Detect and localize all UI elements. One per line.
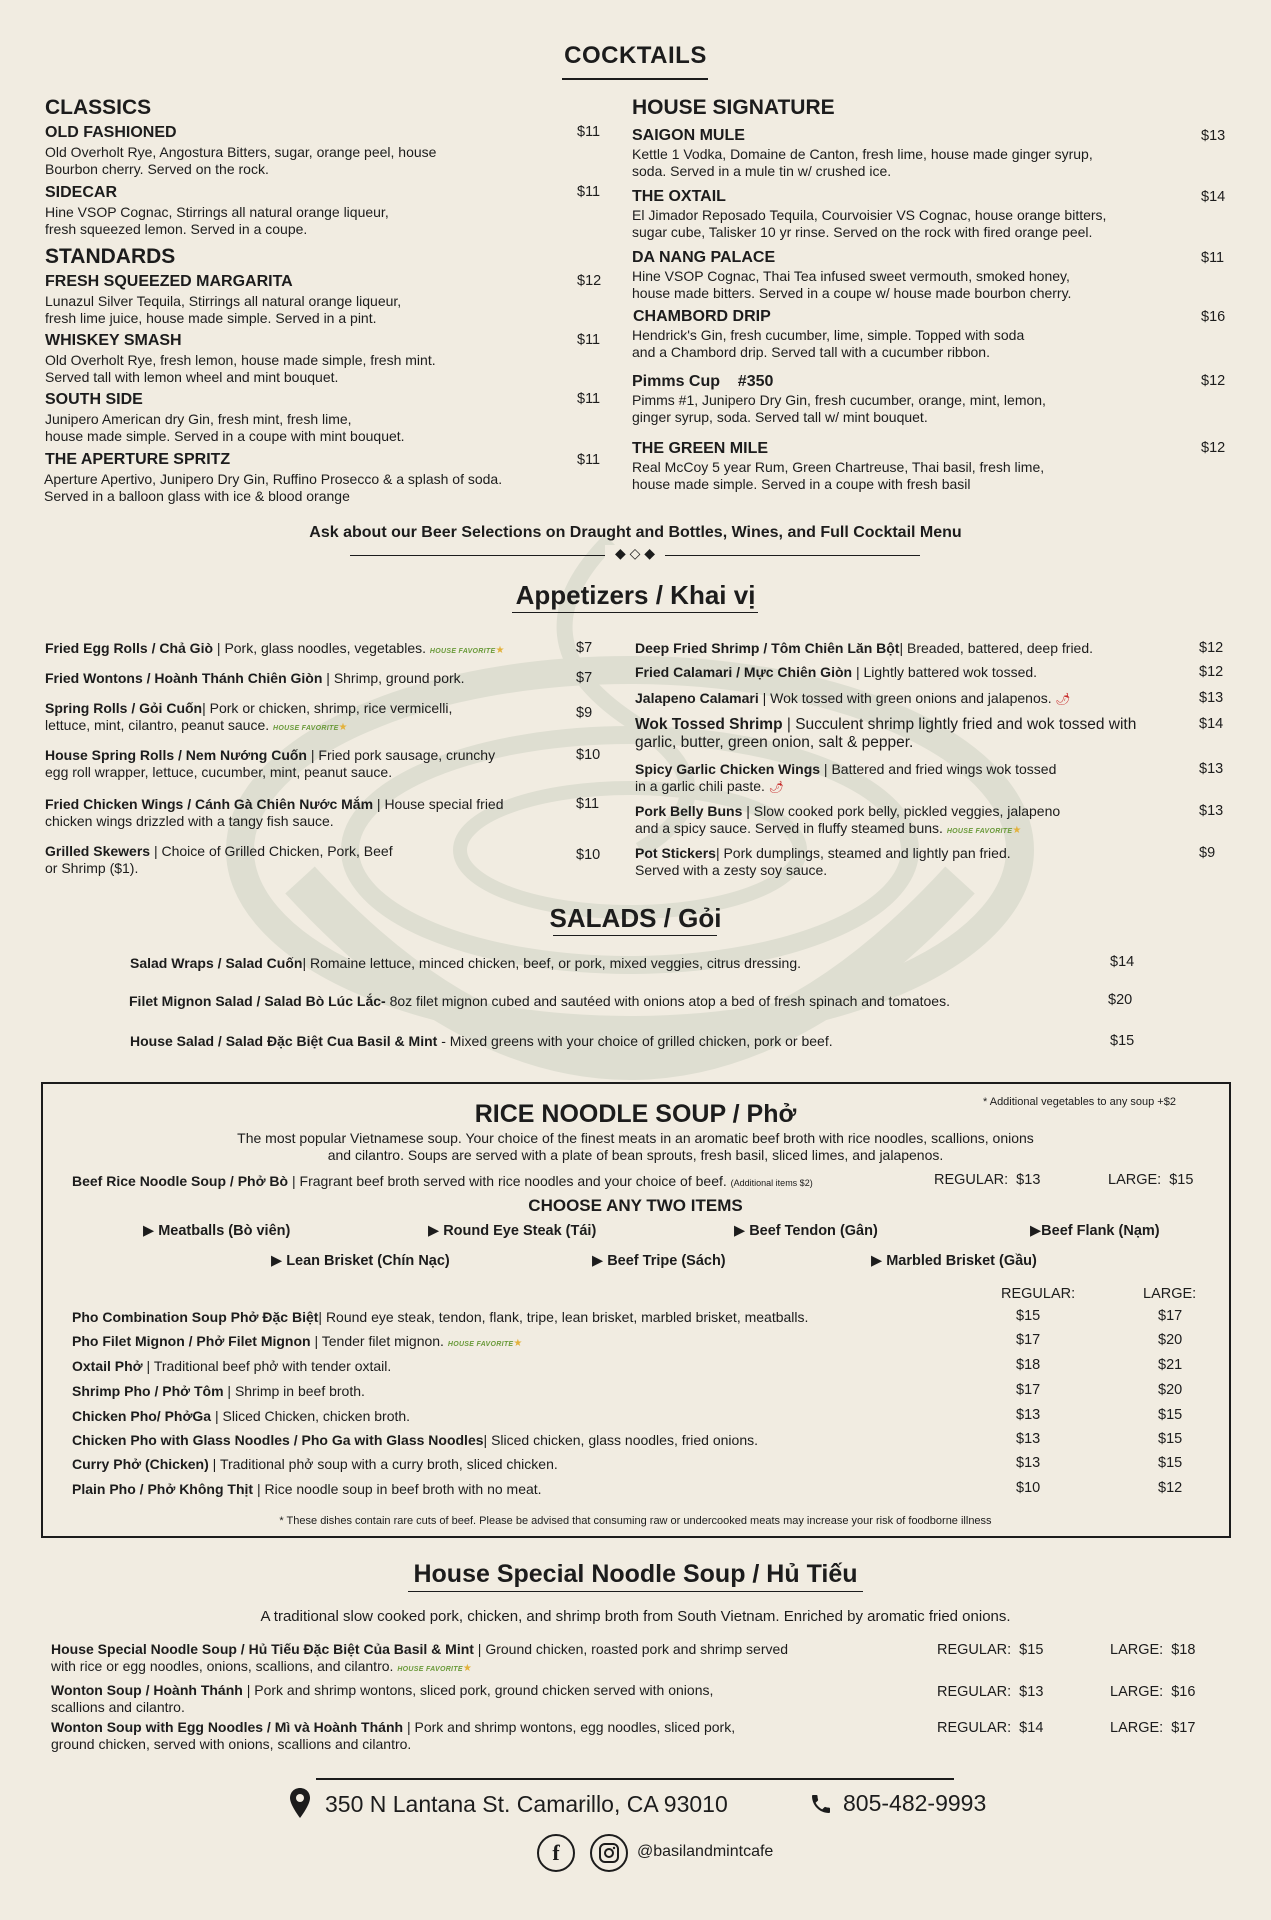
- cocktail-desc: Pimms #1, Junipero Dry Gin, fresh cucumber, orange, mint, lemon,: [632, 392, 1046, 408]
- hu-tieu-intro: A traditional slow cooked pork, chicken, and shrimp broth from South Vietnam. Enriched by aromatic fried onions.: [260, 1608, 1011, 1625]
- pho-regular-price: $18: [1016, 1357, 1041, 1373]
- beef-option: ▶ Beef Tendon (Gân): [734, 1223, 878, 1239]
- appetizer-desc: garlic, butter, green onion, salt & pepper.: [635, 734, 914, 751]
- beef-option: ▶Beef Flank (Nạm): [1030, 1223, 1160, 1239]
- appetizer-price: $12: [1199, 640, 1224, 656]
- appetizer-name: Deep Fried Shrimp / Tôm Chiên Lăn Bột: [635, 640, 900, 656]
- pho-regular-price: $13: [1016, 1431, 1041, 1447]
- appetizer-desc: Battered and fried wings wok tossed: [831, 761, 1057, 777]
- beef-option-label: Beef Tripe (Sách): [607, 1253, 726, 1269]
- pho-regular-price: $15: [1016, 1308, 1041, 1324]
- appetizer-desc: egg roll wrapper, lettuce, cucumber, mint, peanut sauce.: [45, 764, 393, 780]
- pho-regular-price: $13: [1016, 1407, 1041, 1423]
- cocktail-desc: ginger syrup, soda. Served tall w/ mint bouquet.: [632, 409, 928, 425]
- pho-desc: Sliced chicken, glass noodles, fried onions.: [491, 1432, 758, 1448]
- appetizer-price: $10: [576, 747, 601, 763]
- appetizers-title: Appetizers / Khai vị: [515, 580, 756, 610]
- house-favorite-badge: HOUSE FAVORITE: [273, 725, 339, 732]
- hu-tieu-desc: scallions and cilantro.: [51, 1699, 185, 1715]
- pho-desc: Rice noodle soup in beef broth with no meat.: [264, 1481, 542, 1497]
- pho-regular-price: $10: [1016, 1480, 1041, 1496]
- appetizer-desc: Lightly battered wok tossed.: [863, 664, 1038, 680]
- salad-item: [130, 1033, 833, 1050]
- cocktail-desc: and a Chambord drip. Served tall with a cucumber ribbon.: [632, 344, 990, 360]
- hu-tieu-regular: REGULAR: $14: [937, 1720, 1044, 1736]
- salad-price: $15: [1110, 1033, 1135, 1049]
- pho-name: Shrimp Pho / Phở Tôm: [72, 1383, 224, 1399]
- beef-option-label: Beef Tendon (Gân): [749, 1223, 878, 1239]
- appetizer-desc: lettuce, mint, cilantro, peanut sauce.: [45, 717, 270, 733]
- pho-large-price: $15: [1158, 1407, 1183, 1423]
- footer-divider: [316, 1778, 954, 1780]
- hu-tieu-item: House Special Noodle Soup / Hủ Tiếu Đặc Biệt Của Basil & Mint | Ground chicken, roasted pork and shrimp served with rice or egg noodles, onions, scallions, and cilantro. HOUSE FAVORITE★: [51, 1641, 789, 1674]
- pho-item: Shrimp Pho / Phở Tôm | Shrimp in beef broth.: [72, 1383, 365, 1399]
- appetizer-item: Deep Fried Shrimp / Tôm Chiên Lăn Bột| Breaded, battered, deep fried.: [635, 640, 1094, 656]
- hu-tieu-desc: Pork and shrimp wontons, sliced pork, ground chicken served with onions,: [254, 1682, 714, 1698]
- beef-option-label: Marbled Brisket (Gầu): [886, 1253, 1037, 1269]
- house-favorite-badge: HOUSE FAVORITE: [447, 1341, 514, 1348]
- appetizer-price: $10: [576, 847, 601, 863]
- cocktail-price: $16: [1201, 309, 1226, 325]
- cocktail-name: THE APERTURE SPRITZ: [45, 451, 231, 468]
- pho-title: RICE NOODLE SOUP / Phở: [474, 1100, 797, 1128]
- appetizer-desc: Breaded, battered, deep fried.: [907, 640, 1094, 656]
- hu-tieu-large: LARGE: $18: [1110, 1642, 1196, 1658]
- cocktail-desc: Old Overholt Rye, Angostura Bitters, sugar, orange peel, house: [45, 144, 437, 160]
- appetizer-desc: in a garlic chili paste.: [635, 778, 765, 794]
- star-icon: ★: [513, 1338, 523, 1349]
- pho-desc: Traditional phở soup with a curry broth, sliced chicken.: [219, 1456, 558, 1472]
- hu-tieu-title: House Special Noodle Soup / Hủ Tiếu: [413, 1560, 858, 1588]
- pho-name: Chicken Pho with Glass Noodles / Pho Ga with Glass Noodles: [72, 1432, 484, 1448]
- diamond-ornament-icon: ◆ ◇ ◆: [605, 545, 665, 562]
- appetizer-desc: Wok tossed with green onions and jalapenos.: [770, 690, 1052, 706]
- appetizer-desc: Succulent shrimp lightly fried and wok tossed with: [795, 716, 1137, 733]
- star-icon: ★: [495, 645, 505, 656]
- pho-large-price: $15: [1158, 1431, 1183, 1447]
- pho-large-price: $21: [1158, 1357, 1183, 1373]
- beef-option-label: Round Eye Steak (Tái): [443, 1223, 597, 1239]
- appetizer-desc: Fried pork sausage, crunchy: [318, 747, 496, 763]
- beef-pho-item: Beef Rice Noodle Soup / Phở Bò | Fragrant beef broth served with rice noodles and your choice of beef. (Additional items $2): [72, 1173, 813, 1189]
- hu-tieu-name: Wonton Soup with Egg Noodles / Mì và Hoành Thánh: [51, 1719, 404, 1735]
- salad-name: Salad Wraps / Salad Cuốn: [130, 955, 303, 971]
- cocktail-price: $11: [577, 391, 601, 407]
- appetizer-name: Fried Wontons / Hoành Thánh Chiên Giòn: [45, 670, 323, 686]
- pho-intro-line: and cilantro. Soups are served with a plate of bean sprouts, fresh basil, sliced limes, and jalapenos.: [327, 1147, 944, 1163]
- star-icon: ★: [1012, 825, 1022, 836]
- appetizer-item: Wok Tossed Shrimp | Succulent shrimp lightly fried and wok tossed with garlic, butter, green onion, salt & pepper.: [635, 716, 1137, 751]
- instagram-glyph-icon: [598, 1842, 620, 1864]
- location-pin-icon: [290, 1788, 310, 1818]
- appetizer-price: $13: [1199, 803, 1224, 819]
- appetizer-price: $13: [1199, 761, 1224, 777]
- appetizer-item: House Spring Rolls / Nem Nướng Cuốn | Fried pork sausage, crunchy egg roll wrapper, lettuce, cucumber, mint, peanut sauce.: [45, 747, 496, 780]
- cocktail-name: DA NANG PALACE: [632, 249, 776, 266]
- pho-intro-line: The most popular Vietnamese soup. Your choice of the finest meats in an aromatic beef broth with rice noodles, scallions, onions: [237, 1130, 1034, 1146]
- appetizer-name: Jalapeno Calamari: [635, 690, 759, 706]
- standards-heading: STANDARDS: [45, 245, 176, 268]
- pho-regular-price: $13: [1016, 1455, 1041, 1471]
- appetizer-name: House Spring Rolls / Nem Nướng Cuốn: [45, 747, 307, 763]
- phone-number[interactable]: 805-482-9993: [843, 1790, 987, 1816]
- beef-pho-name: Beef Rice Noodle Soup / Phở Bò: [72, 1173, 289, 1189]
- cocktail-name: OLD FASHIONED: [45, 124, 177, 141]
- cocktail-price: $11: [577, 184, 601, 200]
- hu-tieu-name: Wonton Soup / Hoành Thánh: [51, 1682, 243, 1698]
- hu-tieu-desc: with rice or egg noodles, onions, scallions, and cilantro.: [51, 1658, 394, 1674]
- cocktail-price: $12: [1201, 373, 1226, 389]
- pho-large-price: $20: [1158, 1382, 1183, 1398]
- pho-desc: Shrimp in beef broth.: [234, 1383, 365, 1399]
- appetizer-name: Grilled Skewers: [45, 843, 151, 859]
- beef-option-label: Lean Brisket (Chín Nạc): [286, 1253, 450, 1269]
- pho-name: Curry Phở (Chicken): [72, 1456, 209, 1472]
- cocktail-desc: Bourbon cherry. Served on the rock.: [45, 161, 269, 177]
- cocktail-desc: Lunazul Silver Tequila, Stirrings all natural orange liqueur,: [45, 293, 402, 309]
- phone-icon: [808, 1792, 834, 1816]
- beef-option: ▶ Round Eye Steak (Tái): [428, 1223, 597, 1239]
- pho-name: Plain Pho / Phở Không Thịt: [72, 1481, 254, 1497]
- cocktail-desc: sugar cube, Talisker 10 yr rinse. Served on the rock with fired orange peel.: [632, 224, 1093, 240]
- cocktail-name: Pimms Cup #350: [632, 373, 774, 390]
- appetizer-desc: Choice of Grilled Chicken, Pork, Beef: [161, 843, 393, 859]
- cocktail-price: $13: [1201, 128, 1226, 144]
- pho-name: Oxtail Phở: [72, 1358, 143, 1374]
- salad-price: $14: [1110, 954, 1135, 970]
- appetizer-item: Jalapeno Calamari | Wok tossed with green onions and jalapenos. 🌶: [635, 690, 1071, 706]
- cocktail-desc: Served in a balloon glass with ice & blood orange: [44, 488, 350, 504]
- salad-item: Salad Wraps / Salad Cuốn| Romaine lettuce, minced chicken, beef, or pork, mixed veggies, citrus dressing.: [130, 955, 801, 971]
- house-favorite-badge: HOUSE FAVORITE: [946, 828, 1013, 835]
- appetizer-item: Grilled Skewers | Choice of Grilled Chicken, Pork, Beef or Shrimp ($1).: [45, 843, 393, 876]
- cocktail-desc: Hendrick's Gin, fresh cucumber, lime, simple. Topped with soda: [632, 327, 1025, 343]
- appetizer-price: $13: [1199, 690, 1224, 706]
- star-icon: ★: [462, 1663, 472, 1674]
- hu-tieu-large: LARGE: $17: [1110, 1720, 1196, 1736]
- salad-name: Filet Mignon Salad / Salad Bò Lúc Lắc-: [129, 993, 386, 1009]
- appetizer-desc: Served with a zesty soy sauce.: [635, 862, 828, 878]
- hu-tieu-desc: ground chicken, served with onions, scallions and cilantro.: [51, 1736, 412, 1752]
- pho-item: Oxtail Phở | Traditional beef phở with tender oxtail.: [72, 1358, 392, 1374]
- house-favorite-badge: HOUSE FAVORITE: [397, 1666, 463, 1673]
- pho-item: Pho Combination Soup Phở Đặc Biệt| Round eye steak, tendon, flank, tripe, lean brisket, marbled brisket, meatballs.: [72, 1309, 809, 1325]
- star-icon: ★: [338, 722, 348, 733]
- salad-price: $20: [1108, 992, 1133, 1008]
- pho-large-price: $20: [1158, 1332, 1183, 1348]
- appetizer-price: $9: [1199, 845, 1216, 861]
- appetizer-item: Fried Calamari / Mực Chiên Giòn | Lightly battered wok tossed.: [635, 664, 1038, 680]
- cocktail-desc: Hine VSOP Cognac, Thai Tea infused sweet vermouth, smoked honey,: [632, 268, 1070, 284]
- cocktail-desc: Kettle 1 Vodka, Domaine de Canton, fresh lime, house made ginger syrup,: [632, 146, 1093, 162]
- raw-beef-footnote: * These dishes contain rare cuts of beef. Please be advised that consuming raw or undercooked meats may increase your risk of foodborne illness: [279, 1515, 992, 1527]
- appetizer-name: Fried Chicken Wings / Cánh Gà Chiên Nước Mắm: [45, 796, 374, 812]
- cocktail-desc: Aperture Apertivo, Junipero Dry Gin, Ruffino Prosecco & a splash of soda.: [44, 471, 503, 487]
- house-favorite-badge: HOUSE FAVORITE: [429, 648, 496, 655]
- salad-desc: - Mixed greens with your choice of grilled chicken, pork or beef.: [441, 1033, 833, 1049]
- appetizer-item: Fried Wontons / Hoành Thánh Chiên Giòn | Shrimp, ground pork.: [45, 670, 465, 686]
- appetizer-desc: Pork, glass noodles, vegetables.: [224, 640, 427, 656]
- appetizer-desc: Slow cooked pork belly, pickled veggies, jalapeno: [753, 803, 1061, 819]
- pho-additional-note: * Additional vegetables to any soup +$2: [983, 1096, 1176, 1108]
- regular-column-label: REGULAR:: [1001, 1286, 1076, 1302]
- pho-item: Chicken Pho/ PhởGa | Sliced Chicken, chicken broth.: [72, 1408, 411, 1424]
- appetizer-desc: House special fried: [384, 796, 504, 812]
- pho-name: Chicken Pho/ PhởGa: [72, 1408, 212, 1424]
- social-handle[interactable]: @basilandmintcafe: [637, 1843, 774, 1860]
- cocktail-price: $11: [577, 332, 601, 348]
- cocktail-price: $14: [1201, 189, 1226, 205]
- pho-name: Pho Filet Mignon / Phở Filet Mignon: [72, 1333, 311, 1349]
- appetizer-item: Fried Chicken Wings / Cánh Gà Chiên Nước Mắm | House special fried chicken wings drizzled with a tangy fish sauce.: [45, 796, 504, 829]
- appetizer-item: Fried Egg Rolls / Chả Giò | Pork, glass noodles, vegetables. HOUSE FAVORITE★: [45, 640, 505, 656]
- choose-two-heading: CHOOSE ANY TWO ITEMS: [528, 1196, 743, 1215]
- hu-tieu-desc: Ground chicken, roasted pork and shrimp served: [485, 1641, 789, 1657]
- pho-large-price: $17: [1158, 1308, 1183, 1324]
- appetizer-price: $7: [576, 670, 593, 686]
- appetizer-item: Spicy Garlic Chicken Wings | Battered and fried wings wok tossed in a garlic chili paste. 🌶: [635, 761, 1057, 794]
- hu-tieu-desc: Pork and shrimp wontons, egg noodles, sliced pork,: [414, 1719, 736, 1735]
- cocktail-price: $12: [1201, 440, 1226, 456]
- hu-tieu-item: Wonton Soup / Hoành Thánh | Pork and shrimp wontons, sliced pork, ground chicken served with onions, scallions and cilantro.: [51, 1682, 714, 1715]
- large-column-label: LARGE:: [1143, 1286, 1197, 1302]
- beef-pho-large: LARGE: $15: [1108, 1172, 1194, 1188]
- pho-name: Pho Combination Soup Phở Đặc Biệt: [72, 1309, 319, 1325]
- hu-tieu-item: Wonton Soup with Egg Noodles / Mì và Hoành Thánh | Pork and shrimp wontons, egg noodles, sliced pork, ground chicken, served with onions, scallions and cilantro.: [51, 1719, 736, 1752]
- hu-tieu-regular: REGULAR: $15: [937, 1642, 1044, 1658]
- pho-large-price: $12: [1158, 1480, 1183, 1496]
- cocktail-desc: Hine VSOP Cognac, Stirrings all natural orange liqueur,: [45, 204, 389, 220]
- cocktail-desc: house made simple. Served in a coupe with fresh basil: [632, 476, 971, 492]
- cocktail-price: $11: [577, 452, 601, 468]
- pho-item: Curry Phở (Chicken) | Traditional phở soup with a curry broth, sliced chicken.: [72, 1456, 558, 1472]
- appetizer-desc: chicken wings drizzled with a tangy fish sauce.: [45, 813, 334, 829]
- hu-tieu-name: House Special Noodle Soup / Hủ Tiếu Đặc Biệt Của Basil & Mint: [51, 1641, 474, 1657]
- cocktail-desc: Junipero American dry Gin, fresh mint, fresh lime,: [45, 411, 352, 427]
- pho-desc: Tender filet mignon.: [321, 1333, 444, 1349]
- appetizer-desc: Pork or chicken, shrimp, rice vermicelli,: [209, 700, 453, 716]
- cocktail-name: FRESH SQUEEZED MARGARITA: [45, 273, 293, 290]
- cocktail-name: THE GREEN MILE: [632, 440, 769, 457]
- beef-option: ▶ Meatballs (Bò viên): [143, 1223, 291, 1239]
- cocktail-price: $11: [577, 124, 601, 140]
- beer-wine-note: Ask about our Beer Selections on Draught and Bottles, Wines, and Full Cocktail Menu: [309, 524, 962, 541]
- pho-desc: Sliced Chicken, chicken broth.: [222, 1408, 411, 1424]
- chili-pepper-icon: 🌶: [1055, 692, 1071, 706]
- beef-option-label: Beef Flank (Nạm): [1041, 1223, 1160, 1239]
- cocktail-name: THE OXTAIL: [632, 188, 726, 205]
- facebook-icon[interactable]: f: [537, 1834, 575, 1872]
- appetizer-name: Pot Stickers: [635, 845, 716, 861]
- appetizer-desc: Shrimp, ground pork.: [333, 670, 465, 686]
- pho-item: Plain Pho / Phở Không Thịt | Rice noodle soup in beef broth with no meat.: [72, 1481, 542, 1497]
- pho-regular-price: $17: [1016, 1332, 1041, 1348]
- cocktails-title-underline: [562, 78, 708, 80]
- beef-option: ▶ Lean Brisket (Chín Nạc): [271, 1253, 450, 1269]
- pho-item: Pho Filet Mignon / Phở Filet Mignon | Tender filet mignon. HOUSE FAVORITE★: [72, 1333, 523, 1349]
- beef-pho-desc: Fragrant beef broth served with rice noodles and your choice of beef.: [299, 1173, 727, 1189]
- beef-option: ▶ Beef Tripe (Sách): [592, 1253, 726, 1269]
- appetizer-name: Fried Egg Rolls / Chả Giò: [45, 640, 214, 656]
- beef-option: ▶ Marbled Brisket (Gầu): [871, 1253, 1037, 1269]
- cocktail-desc: house made bitters. Served in a coupe w/ house made bourbon cherry.: [632, 285, 1072, 301]
- classics-heading: CLASSICS: [45, 96, 152, 119]
- hu-tieu-large: LARGE: $16: [1110, 1684, 1196, 1700]
- appetizer-item: Spring Rolls / Gỏi Cuốn| Pork or chicken, shrimp, rice vermicelli, lettuce, mint, cilantro, peanut sauce. HOUSE FAVORITE★: [45, 700, 453, 733]
- appetizer-desc: and a spicy sauce. Served in fluffy steamed buns.: [635, 820, 943, 836]
- pho-intro: [0, 1130, 1271, 1164]
- appetizer-item: Pot Stickers| Pork dumplings, steamed and lightly pan fried. Served with a zesty soy sauce.: [635, 845, 1011, 878]
- address[interactable]: 350 N Lantana St. Camarillo, CA 93010: [325, 1791, 728, 1817]
- appetizer-item: Pork Belly Buns | Slow cooked pork belly, pickled veggies, jalapeno and a spicy sauce. Served in fluffy steamed buns. HOUSE FAVORITE★: [635, 803, 1061, 836]
- cocktail-desc: fresh lime juice, house made simple. Served in a pint.: [45, 310, 377, 326]
- cocktail-desc: Served tall with lemon wheel and mint bouquet.: [45, 369, 339, 385]
- cocktail-desc: Real McCoy 5 year Rum, Green Chartreuse, Thai basil, fresh lime,: [632, 459, 1045, 475]
- beef-pho-regular: REGULAR: $13: [934, 1172, 1041, 1188]
- cocktail-name: SAIGON MULE: [632, 127, 745, 144]
- appetizer-price: $7: [576, 640, 593, 656]
- salad-name: House Salad / Salad Đặc Biệt Cua Basil & Mint: [130, 1033, 438, 1049]
- hu-tieu-regular: REGULAR: $13: [937, 1684, 1044, 1700]
- appetizer-name: Spicy Garlic Chicken Wings: [635, 761, 821, 777]
- cocktail-name: CHAMBORD DRIP: [633, 308, 771, 325]
- cocktail-desc: Old Overholt Rye, fresh lemon, house made simple, fresh mint.: [45, 352, 436, 368]
- cocktail-desc: fresh squeezed lemon. Served in a coupe.: [45, 221, 308, 237]
- beef-option-label: Meatballs (Bò viên): [158, 1223, 291, 1239]
- salad-desc: 8oz filet mignon cubed and sautéed with onions atop a bed of fresh spinach and tomatoes.: [389, 993, 950, 1009]
- salad-item: [129, 993, 950, 1010]
- cocktail-desc: house made simple. Served in a coupe with mint bouquet.: [45, 428, 405, 444]
- appetizer-price: $11: [576, 796, 600, 812]
- appetizers-title-underline: [512, 612, 758, 613]
- appetizer-name: Spring Rolls / Gỏi Cuốn: [45, 700, 203, 716]
- pho-large-price: $15: [1158, 1455, 1183, 1471]
- appetizer-name: Wok Tossed Shrimp: [635, 716, 783, 733]
- cocktail-name: SIDECAR: [45, 184, 118, 201]
- cocktail-desc: soda. Served in a mule tin w/ crushed ice.: [632, 163, 892, 179]
- house-signature-heading: HOUSE SIGNATURE: [632, 96, 835, 119]
- cocktail-name: SOUTH SIDE: [45, 391, 143, 408]
- appetizer-desc: Pork dumplings, steamed and lightly pan fried.: [723, 845, 1011, 861]
- chili-pepper-icon: 🌶: [768, 780, 785, 794]
- cocktail-price: $11: [1201, 250, 1225, 266]
- appetizer-price: $12: [1199, 664, 1224, 680]
- appetizer-name: Pork Belly Buns: [635, 803, 743, 819]
- cocktail-desc: El Jimador Reposado Tequila, Courvoisier VS Cognac, house orange bitters,: [632, 207, 1107, 223]
- salads-title-underline: [553, 935, 717, 936]
- appetizer-price: $9: [576, 705, 593, 721]
- cocktail-name: WHISKEY SMASH: [45, 332, 182, 349]
- pho-regular-price: $17: [1016, 1382, 1041, 1398]
- appetizer-desc: or Shrimp ($1).: [45, 860, 139, 876]
- pho-desc: Traditional beef phở with tender oxtail.: [153, 1358, 392, 1374]
- cocktails-title: COCKTAILS: [564, 42, 707, 69]
- instagram-icon[interactable]: [590, 1834, 628, 1872]
- pho-item: Chicken Pho with Glass Noodles / Pho Ga with Glass Noodles| Sliced chicken, glass noodles, fried onions.: [72, 1432, 758, 1448]
- appetizer-price: $14: [1199, 716, 1224, 732]
- beef-pho-extra: (Additional items $2): [730, 1178, 813, 1188]
- hu-tieu-title-underline: [408, 1591, 863, 1592]
- appetizer-name: Fried Calamari / Mực Chiên Giòn: [635, 664, 853, 680]
- salad-desc: Romaine lettuce, minced chicken, beef, or pork, mixed veggies, citrus dressing.: [309, 955, 801, 971]
- pho-desc: Round eye steak, tendon, flank, tripe, lean brisket, marbled brisket, meatballs.: [325, 1309, 809, 1325]
- salads-title: SALADS / Gỏi: [549, 903, 722, 933]
- cocktail-price: $12: [577, 273, 602, 289]
